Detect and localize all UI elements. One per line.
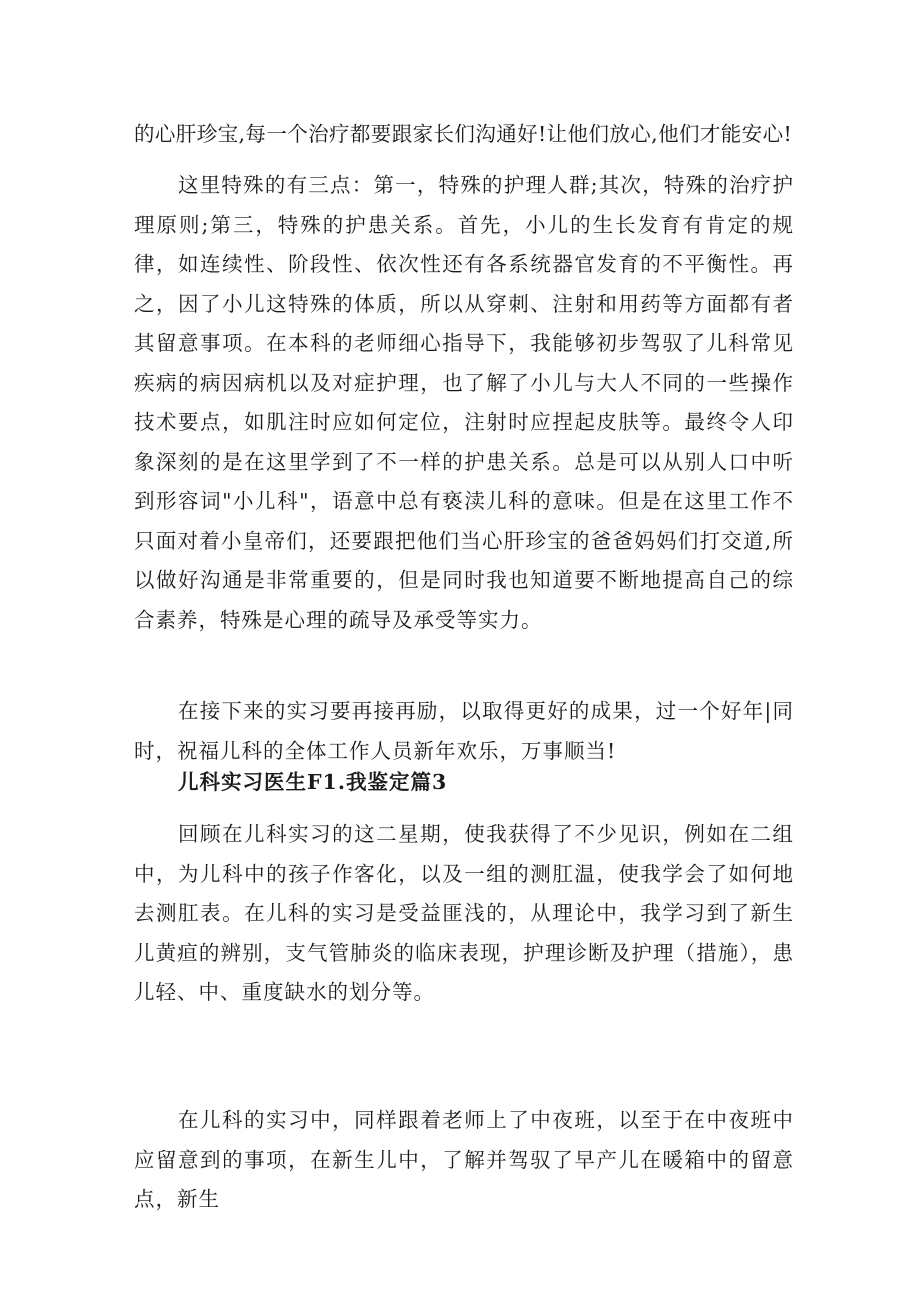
paragraph-new-year-wishes: 在接下来的实习要再接再励，以取得更好的成果，过一个好年|同时，祝福儿科的全体工作人员新年欢乐，万事顺当! (134, 699, 794, 763)
section-title: 儿科实习医生F1.我鉴定篇3 (178, 770, 448, 794)
paragraph-two-week-review: 回顾在儿科实习的这二星期，使我获得了不少见识，例如在二组中，为儿科中的孩子作客化，以及一组的测肛温，使我学会了如何地去测肛表。在儿科的实习是受益匪浅的，从理论中，我学习到了新生儿黄疸的辨别，支气管肺炎的临床表现，护理诊断及护理（措施），患儿轻、中、重度缺水的划分等。 (134, 822, 794, 1004)
paragraph-continuation: 的心肝珍宝,每一个治疗都要跟家长们沟通好!让他们放心,他们才能安心! (134, 122, 793, 146)
paragraph-three-special-points: 这里特殊的有三点：第一，特殊的护理人群;其次，特殊的治疗护理原则;第三，特殊的护患关系。首先，小儿的生长发育有肯定的规律，如连续性、阶段性、依次性还有各系统器官发育的不平衡性。再之，因了小儿这特殊的体质，所以从穿刺、注射和用药等方面都有者其留意事项。在本科的老师细心指导下，我能够初步驾驭了儿科常见疾病的病因病机以及对症护理，也了解了小儿与大人不同的一些操作技术要点，如肌注时应如何定位，注射时应捏起皮肤等。最终令人印象深刻的是在这里学到了不一样的护患关系。总是可以从别人口中听到形容词"小儿科"，语意中总有亵渎儿科的意味。但是在这里工作不只面对着小皇帝们，还要跟把他们当心肝珍宝的爸爸妈妈们打交道,所以做好沟通是非常重要的，但是同时我也知道要不断地提高自己的综合素养，特殊是心理的疏导及承受等实力。 (134, 173, 794, 632)
paragraph-night-shift: 在儿科的实习中，同样跟着老师上了中夜班，以至于在中夜班中应留意到的事项，在新生儿中，了解并驾驭了早产儿在暖箱中的留意点，新生 (134, 1108, 794, 1211)
